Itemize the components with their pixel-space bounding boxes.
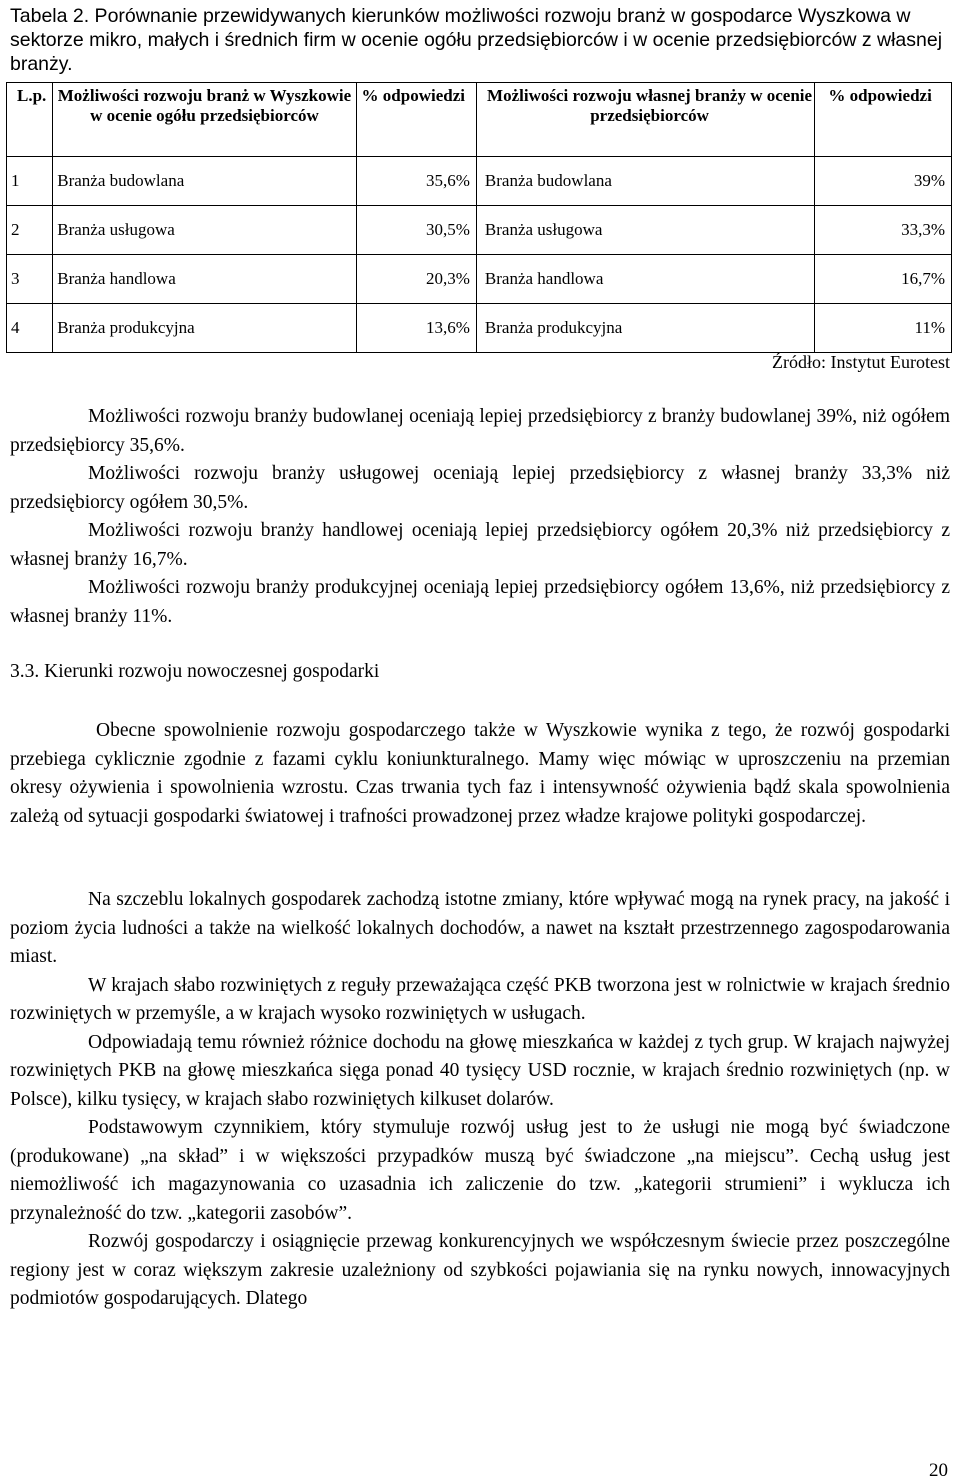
analysis-text (10, 403, 950, 631)
row-percent-all: 30,5% (356, 206, 476, 255)
section-paragraph: Podstawowym czynnikiem, który stymuluje rozwój usług jest to że usługi nie mogą być świadczone (produkowane) „na skład” i w większości przypadków muszą być świadczone „na miejscu”. Cechą usług jest niemożliwość ich magazynowania co uzasadnia ich zaliczenie do tzw. „kategorii strumieni” i wyklucza ich przynależność do tzw. „kategorii zasobów”. (10, 1117, 950, 1224)
page-number: 20 (929, 1460, 948, 1481)
row-percent-all: 35,6% (356, 157, 476, 206)
row-lp: 3 (7, 255, 53, 304)
section-heading: 3.3. Kierunki rozwoju nowoczesnej gospodarki (10, 661, 380, 682)
row-lp: 2 (7, 206, 53, 255)
header-branches-all: Możliwości rozwoju branż w Wyszkowie w ocenie ogółu przedsiębiorców (53, 83, 356, 157)
header-percent-all: % odpowiedzi (356, 83, 476, 157)
table-source: Źródło: Instytut Eurotest (772, 352, 950, 372)
analysis-paragraph: Możliwości rozwoju branży produkcyjnej oceniają lepiej przedsiębiorcy ogółem 13,6%, niż przedsiębiorcy z własnej branży 11%. (10, 577, 950, 627)
header-percent-own: % odpowiedzi (815, 83, 952, 157)
row-branch-own: Branża produkcyjna (476, 304, 814, 353)
row-branch-own: Branża budowlana (476, 157, 814, 206)
row-branch-own: Branża usługowa (476, 206, 814, 255)
analysis-paragraph: Możliwości rozwoju branży handlowej oceniają lepiej przedsiębiorcy ogółem 20,3% niż przedsiębiorcy z własnej branży 16,7%. (10, 520, 950, 570)
row-percent-own: 39% (815, 157, 952, 206)
row-branch-all: Branża budowlana (53, 157, 356, 206)
section-paragraph: Odpowiadają temu również różnice dochodu na głowę mieszkańca w każdej z tych grup. W krajach najwyżej rozwiniętych PKB na głowę mieszkańca sięga ponad 40 tysięcy USD rocznie, w krajach średnio rozwiniętych (np. w Polsce), kilku tysięcy, w krajach słabo rozwiniętych kilkuset dolarów. (10, 1031, 950, 1110)
analysis-paragraph: Możliwości rozwoju branży budowlanej oceniają lepiej przedsiębiorcy z branży budowlanej 39%, niż ogółem przedsiębiorcy 35,6%. (10, 406, 950, 456)
row-percent-all: 20,3% (356, 255, 476, 304)
analysis-paragraph: Możliwości rozwoju branży usługowej oceniają lepiej przedsiębiorcy z własnej branży 33,3% niż przedsiębiorcy ogółem 30,5%. (10, 463, 950, 513)
section-paragraph: Obecne spowolnienie rozwoju gospodarczego także w Wyszkowie wynika z tego, że rozwój gospodarki przebiega cyklicznie zgodnie z fazami cyklu koniunkturalnego. Mamy więc mówiąc w uproszczeniu na przemian okresy ożywienia i spowolnienia wzrostu. Czas trwania tych faz i intensywność ożywienia bądź skala spowolnienia zależą od sytuacji gospodarki światowej i trafności prowadzonej przez władze krajowe polityki gospodarczej. (10, 720, 950, 827)
table-row (7, 206, 952, 255)
section-text (10, 886, 950, 1314)
row-branch-all: Branża usługowa (53, 206, 356, 255)
table-row (7, 255, 952, 304)
row-branch-all: Branża handlowa (53, 255, 356, 304)
row-percent-own: 16,7% (815, 255, 952, 304)
section-intro (10, 717, 950, 831)
section-paragraph: Rozwój gospodarczy i osiągnięcie przewag konkurencyjnych we współczesnym świecie przez poszczególne regiony jest w coraz większym zakresie uzależniony od szybkości pojawiania się na rynku nowych, innowacyjnych podmiotów gospodarujących. Dlatego (10, 1231, 950, 1309)
row-percent-all: 13,6% (356, 304, 476, 353)
table-caption: Tabela 2. Porównanie przewidywanych kierunków możliwości rozwoju branż w gospodarce Wyszkowa w sektorze mikro, małych i średnich firm w ocenie ogółu przedsiębiorców i w ocenie przedsiębiorców z własnej branży. (10, 5, 943, 75)
row-percent-own: 11% (815, 304, 952, 353)
section-paragraph: Na szczeblu lokalnych gospodarek zachodzą istotne zmiany, które wpływać mogą na rynek pracy, na jakość i poziom życia ludności a także na wielkość lokalnych dochodów, a nawet na kształt przestrzennego zagospodarowania miast. (10, 889, 950, 967)
section-paragraph: W krajach słabo rozwiniętych z reguły przeważająca część PKB tworzona jest w rolnictwie w krajach średnio rozwiniętych w przemyśle, a w krajach wysoko rozwiniętych w usługach. (10, 974, 950, 1024)
row-percent-own: 33,3% (815, 206, 952, 255)
table-header-row (7, 83, 952, 157)
row-lp: 1 (7, 157, 53, 206)
table-row (7, 157, 952, 206)
row-lp: 4 (7, 304, 53, 353)
header-lp: L.p. (7, 83, 53, 157)
row-branch-all: Branża produkcyjna (53, 304, 356, 353)
comparison-table (6, 82, 952, 353)
header-branches-own: Możliwości rozwoju własnej branży w ocenie przedsiębiorców (476, 83, 814, 157)
row-branch-own: Branża handlowa (476, 255, 814, 304)
table-row (7, 304, 952, 353)
